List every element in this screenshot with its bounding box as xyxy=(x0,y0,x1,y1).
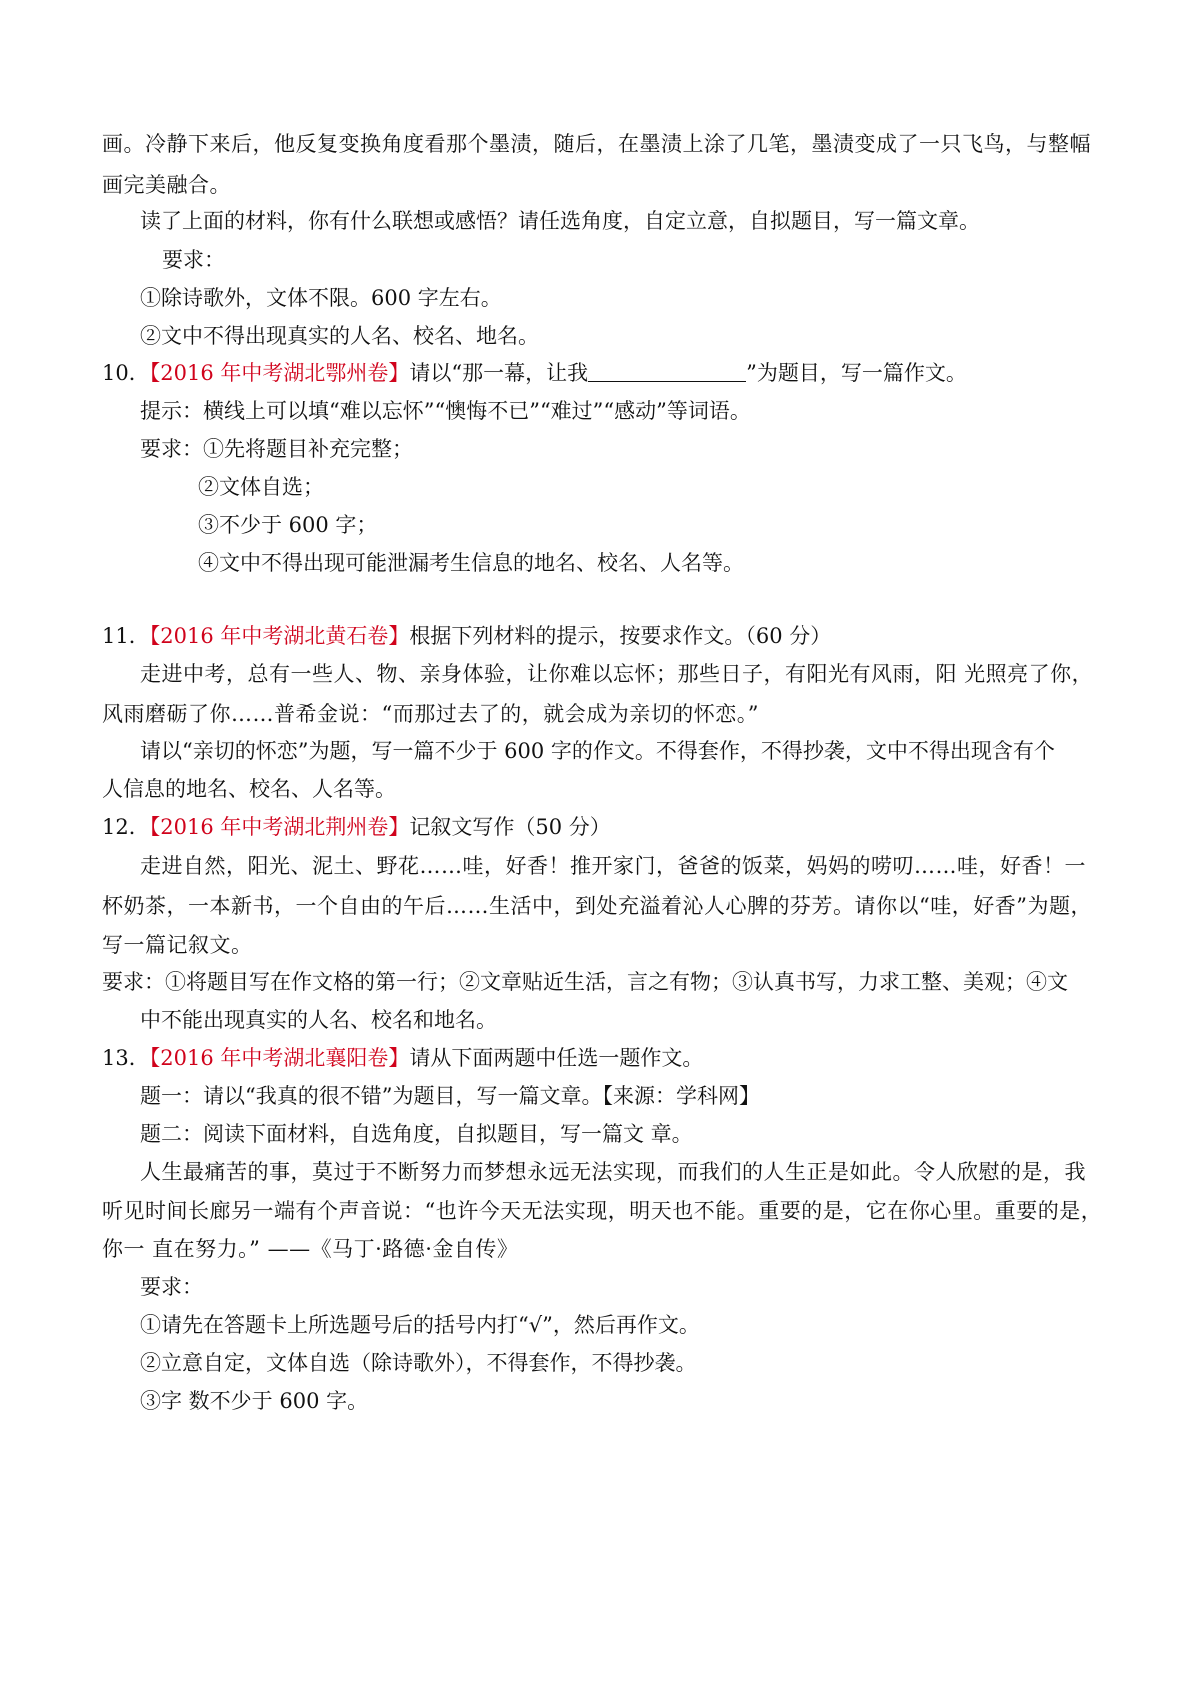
topic-one: 题一：请以“我真的很不错”为题目，写一篇文章。【来源：学科网】 xyxy=(140,1084,760,1108)
instruction-line: 请以“亲切的怀恋”为题，写一篇不少于 600 字的作文。不得套作，不得抄袭，文中不得出现含有个 xyxy=(140,739,1055,763)
instruction-line: 读了上面的材料，你有什么联想或感悟？请任选角度，自定立意，自拟题目，写一篇文章。 xyxy=(140,209,980,233)
question-prompt: 记叙文写作（50 分） xyxy=(409,815,611,839)
passage-line: 人生最痛苦的事，莫过于不断努力而梦想永远无法实现，而我们的人生正是如此。令人欣慰的是，我 xyxy=(140,1160,1086,1184)
passage-line: 走进自然，阳光、泥土、野花……哇，好香！推开家门，爸爸的饭菜，妈妈的唠叨……哇，好香！一 xyxy=(140,854,1086,878)
requirement-item: ①请先在答题卡上所选题号后的括号内打“√”，然后再作文。 xyxy=(140,1313,700,1337)
passage-line: 走进中考，总有一些人、物、亲身体验，让你难以忘怀；那些日子，有阳光有风雨，阳 光照亮了你， xyxy=(140,662,1094,686)
passage-line: 画完美融合。 xyxy=(102,173,231,197)
question-number: 11． xyxy=(102,624,150,648)
requirement-item: ①除诗歌外，文体不限。600 字左右。 xyxy=(140,286,502,310)
passage-line: 你一 直在努力。” ——《马丁·路德·金自传》 xyxy=(102,1237,519,1261)
passage-line: 杯奶茶，一本新书，一个自由的午后……生活中，到处充溢着沁人心脾的芬芳。请你以“哇，好香”为题， xyxy=(102,894,1092,918)
topic-two: 题二：阅读下面材料，自选角度，自拟题目，写一篇文 章。 xyxy=(140,1122,693,1146)
question-source: 【2016 年中考湖北鄂州卷】 xyxy=(149,361,410,385)
question-10 xyxy=(102,358,967,388)
question-number: 13． xyxy=(102,1046,150,1070)
hint-line: 提示：横线上可以填“难以忘怀”“懊悔不已”“难过”“感动”等词语。 xyxy=(140,399,751,423)
question-11 xyxy=(102,621,831,651)
question-12 xyxy=(102,812,611,842)
requirement-label: 要求： xyxy=(162,248,225,272)
requirement-label: 要求： xyxy=(140,1275,203,1299)
requirement-item: ②文体自选； xyxy=(198,475,324,499)
question-number: 10． xyxy=(102,361,150,385)
passage-line: 画。冷静下来后，他反复变换角度看那个墨渍，随后，在墨渍上涂了几笔，墨渍变成了一只飞鸟，与整幅 xyxy=(102,132,1091,156)
passage-line: 写一篇记叙文。 xyxy=(102,933,253,957)
requirement-item: 中不能出现真实的人名、校名和地名。 xyxy=(140,1008,497,1032)
question-source: 【2016 年中考湖北黄石卷】 xyxy=(149,624,410,648)
fill-in-blank xyxy=(588,361,746,382)
passage-line: 风雨磨砺了你……普希金说：“而那过去了的，就会成为亲切的怀恋。” xyxy=(102,702,759,726)
requirement-item: 要求：①先将题目补充完整； xyxy=(140,437,413,461)
question-13 xyxy=(102,1043,703,1073)
requirement-item: ③不少于 600 字； xyxy=(198,513,378,537)
requirement-item: ②立意自定，文体自选（除诗歌外），不得套作，不得抄袭。 xyxy=(140,1351,697,1375)
requirement-item: ②文中不得出现真实的人名、校名、地名。 xyxy=(140,324,539,348)
instruction-line: 人信息的地名、校名、人名等。 xyxy=(102,777,396,801)
question-prompt: 请以“那一幕，让我 xyxy=(409,361,589,385)
question-prompt: 根据下列材料的提示，按要求作文。（60 分） xyxy=(409,624,832,648)
question-source: 【2016 年中考湖北荆州卷】 xyxy=(149,815,410,839)
question-source: 【2016 年中考湖北襄阳卷】 xyxy=(149,1046,410,1070)
requirement-item: ④文中不得出现可能泄漏考生信息的地名、校名、人名等。 xyxy=(198,551,744,575)
question-prompt: 请从下面两题中任选一题作文。 xyxy=(409,1046,704,1070)
question-number: 12． xyxy=(102,815,150,839)
requirement-item: 要求：①将题目写在作文格的第一行；②文章贴近生活，言之有物；③认真书写，力求工整、美观；④文 xyxy=(102,970,1068,994)
requirement-item: ③字 数不少于 600 字。 xyxy=(140,1389,369,1413)
question-prompt-end: ”为题目，写一篇作文。 xyxy=(746,361,967,385)
passage-line: 听见时间长廊另一端有个声音说：“也许今天无法实现，明天也不能。重要的是，它在你心里。重要的是， xyxy=(102,1199,1103,1223)
